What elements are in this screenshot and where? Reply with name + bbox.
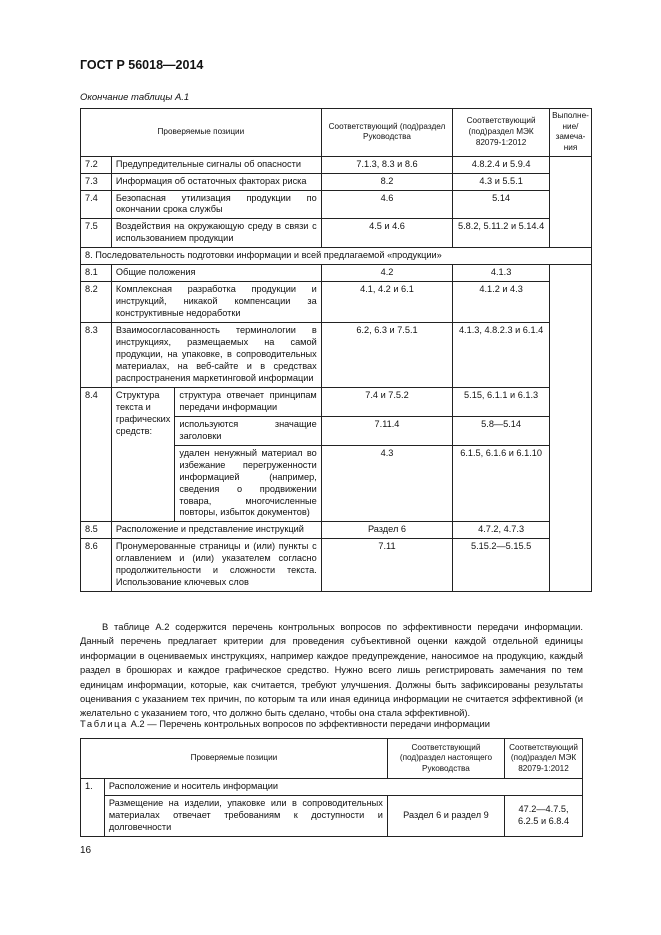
row-text: Воздействия на окружающую среду в связи с использованием продукции <box>111 219 321 248</box>
table-row <box>81 522 592 539</box>
row-text: Структура текста и графических средств: <box>111 387 175 522</box>
row-guide: 7.11.4 <box>321 416 452 445</box>
explanatory-paragraph <box>80 620 583 721</box>
paragraph-text: В таблице А.2 содержится перечень контрольных вопросов по эффективности передачи информации. Данный перечень предлагает критерии для проведения субъективной оценки каждой отдельной единицы информации в оцениваемых инструкциях, например каждое предупреждение, наносимое на продукцию, каждый раздел в брошюрах и каждое графическое средство. Нужно всего лишь регистрировать замечания по тем единицам информации, которые, как считается, требуют улучшения. Должны быть зафиксированы результаты оценивания с указанием тех причин, по которым та или иная единица информации не считается эффективной (и желательно с указанием того, что должно быть сделано, чтобы она стала эффективной). <box>80 621 583 719</box>
page-header: ГОСТ Р 56018—2014 <box>80 58 204 72</box>
row-text: Общие положения <box>111 265 321 282</box>
row-number: 7.5 <box>81 219 112 248</box>
subrow-text: используются значащие заголовки <box>175 416 321 445</box>
header-iec: Соответствующий (под)раздел МЭК 82079-1:2012 <box>505 739 583 779</box>
row-text: Расположение и представление инструкций <box>111 522 321 539</box>
row-guide: Раздел 6 и раздел 9 <box>387 795 504 836</box>
table2-caption-word: Таблица <box>80 718 128 729</box>
row-number: 1. <box>81 779 105 837</box>
row-guide: 8.2 <box>321 173 452 190</box>
row-text: Размещение на изделии, упаковке или в сопроводительных материалах отвечает требованиям к доступности и долговечности <box>104 795 387 836</box>
row-iec: 5.15, 6.1.1 и 6.1.3 <box>453 387 550 416</box>
row-guide: 4.6 <box>321 190 452 219</box>
section-heading: Расположение и носитель информации <box>104 779 582 796</box>
table-a2 <box>80 738 583 837</box>
row-iec: 5.15.2—5.15.5 <box>453 539 550 592</box>
header-positions: Проверяемые позиции <box>81 109 322 157</box>
row-guide: 7.4 и 7.5.2 <box>321 387 452 416</box>
table-row <box>81 173 592 190</box>
row-guide: 7.1.3, 8.3 и 8.6 <box>321 156 452 173</box>
section-row <box>81 779 583 796</box>
row-guide: 7.11 <box>321 539 452 592</box>
table-row <box>81 539 592 592</box>
row-iec: 4.1.3 <box>453 265 550 282</box>
row-number: 8.4 <box>81 387 112 522</box>
row-guide: 6.2, 6.3 и 7.5.1 <box>321 323 452 388</box>
row-number: 8.3 <box>81 323 112 388</box>
table-a1 <box>80 108 592 592</box>
done-cell <box>550 156 592 248</box>
row-iec: 5.8—5.14 <box>453 416 550 445</box>
row-guide: 4.1, 4.2 и 6.1 <box>321 282 452 323</box>
row-guide: 4.2 <box>321 265 452 282</box>
row-text: Информация об остаточных факторах риска <box>111 173 321 190</box>
table-row <box>81 156 592 173</box>
row-text: Пронумерованные страницы и (или) пункты с оглавлением и (или) указателем согласно продолжительности и сложности текста. Использование ключевых слов <box>111 539 321 592</box>
row-number: 8.5 <box>81 522 112 539</box>
table-row <box>81 219 592 248</box>
row-text: Безопасная утилизация продукции по окончании срока службы <box>111 190 321 219</box>
table2-caption <box>80 718 490 729</box>
row-iec: 6.1.5, 6.1.6 и 6.1.10 <box>453 445 550 522</box>
subrow-text: удален ненужный материал во избежание перегруженности информацией (например, сведения о продвижении товара, многочисленные повторы, избыток документов) <box>175 445 321 522</box>
row-text: Предупредительные сигналы об опасности <box>111 156 321 173</box>
section-heading: 8. Последовательность подготовки информации и всей предлагаемой «продукции» <box>81 248 592 265</box>
row-iec: 5.8.2, 5.11.2 и 5.14.4 <box>453 219 550 248</box>
row-text: Взаимосогласованность терминологии в инструкциях, размещаемых на самой продукции, на упаковке, в сопроводительных материалах, на веб-сайте и в средствах распространения маркетинговой информации <box>111 323 321 388</box>
done-cell <box>550 265 592 592</box>
header-positions: Проверяемые позиции <box>81 739 388 779</box>
page-number: 16 <box>80 845 92 856</box>
row-guide: 4.5 и 4.6 <box>321 219 452 248</box>
row-iec: 4.3 и 5.5.1 <box>453 173 550 190</box>
row-guide: 4.3 <box>321 445 452 522</box>
table1-caption: Окончание таблицы А.1 <box>80 92 190 103</box>
subrow-text: структура отвечает принципам передачи информации <box>175 387 321 416</box>
row-number: 8.2 <box>81 282 112 323</box>
row-number: 7.4 <box>81 190 112 219</box>
header-done: Выполне-ние/замеча-ния <box>550 109 592 157</box>
table-row <box>81 265 592 282</box>
header-iec: Соответствующий (под)раздел МЭК 82079-1:2012 <box>453 109 550 157</box>
row-number: 7.2 <box>81 156 112 173</box>
table-row <box>81 282 592 323</box>
row-iec: 4.7.2, 4.7.3 <box>453 522 550 539</box>
table-row <box>81 190 592 219</box>
row-number: 7.3 <box>81 173 112 190</box>
table-row <box>81 387 592 416</box>
row-iec: 4.1.2 и 4.3 <box>453 282 550 323</box>
row-text: Комплексная разработка продукции и инструкций, никакой компенсации за конструктивные недоработки <box>111 282 321 323</box>
row-number: 8.6 <box>81 539 112 592</box>
row-number: 8.1 <box>81 265 112 282</box>
table-row <box>81 323 592 388</box>
section-row <box>81 248 592 265</box>
header-guide: Соответствующий (под)раздел настоящего Руководства <box>387 739 504 779</box>
row-iec: 4.1.3, 4.8.2.3 и 6.1.4 <box>453 323 550 388</box>
header-guide: Соответствующий (под)раздел Руководства <box>321 109 452 157</box>
row-iec: 47.2—4.7.5, 6.2.5 и 6.8.4 <box>505 795 583 836</box>
row-guide: Раздел 6 <box>321 522 452 539</box>
row-iec: 5.14 <box>453 190 550 219</box>
table-row <box>81 795 583 836</box>
row-iec: 4.8.2.4 и 5.9.4 <box>453 156 550 173</box>
table2-caption-text: А.2 — Перечень контрольных вопросов по эффективности передачи информации <box>130 718 490 729</box>
